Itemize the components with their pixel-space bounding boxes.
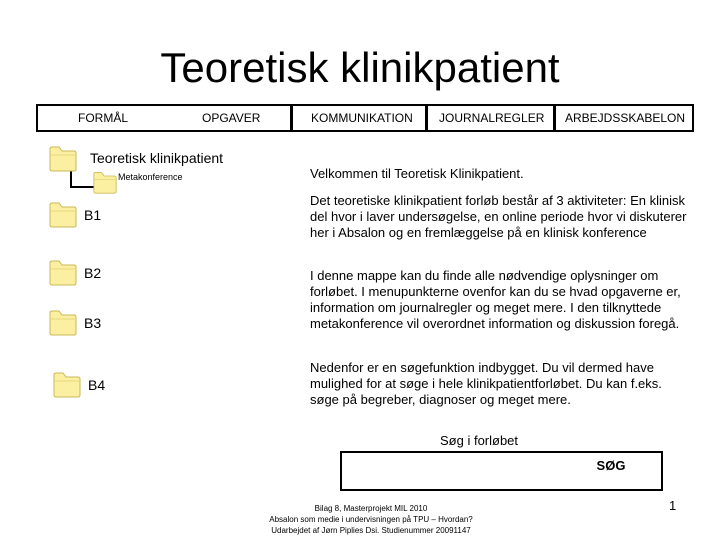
footer: [240, 503, 502, 536]
tree-item-metakonference[interactable]: Metakonference: [118, 172, 183, 182]
page-number: 1: [669, 498, 677, 513]
menu-item-opgaver[interactable]: OPGAVER: [202, 111, 261, 125]
search-info-paragraph: Nedenfor er en søgefunktion indbygget. Du vil dermed have mulighed for at søge i hele klinikpatientforløbet. Du kan f.eks. søge på begreber, diagnoser og meget mere.: [310, 360, 662, 407]
footer-line: Udarbejdet af Jørn Piplies Dsi. Studienummer 20091147: [271, 526, 471, 535]
welcome-text: Velkommen til Teoretisk Klinikpatient.: [310, 166, 524, 181]
footer-line: Bilag 8, Masterprojekt MIL 2010: [314, 504, 428, 513]
search-label: Søg i forløbet: [440, 433, 519, 448]
top-menu-bar: [36, 104, 694, 132]
tree-item-b4[interactable]: B4: [88, 377, 106, 393]
folder-icon[interactable]: [92, 170, 118, 194]
menu-separator: [553, 106, 556, 130]
menu-separator: [425, 106, 428, 130]
folder-icon[interactable]: [52, 370, 82, 398]
intro-paragraph: Det teoretiske klinikpatient forløb består af 3 aktiviteter: En klinisk del hvor i laver undersøgelse, en online periode hvor vi diskuterer her i Absalon og en fremlæggelse på en klinisk konference: [310, 193, 687, 240]
footer-line: Absalon som medie i undervisningen på TPU – Hvordan?: [269, 515, 473, 524]
folder-icon[interactable]: [48, 258, 78, 286]
menu-item-kommunikation[interactable]: KOMMUNIKATION: [311, 111, 413, 125]
tree-item-b1[interactable]: B1: [84, 207, 102, 223]
folder-icon[interactable]: [48, 308, 78, 336]
menu-item-journalregler[interactable]: JOURNALREGLER: [439, 111, 545, 125]
folder-icon[interactable]: [48, 144, 78, 172]
page-title: Teoretisk klinikpatient: [160, 44, 560, 91]
menu-separator: [290, 106, 293, 130]
tree-item-root[interactable]: Teoretisk klinikpatient: [90, 150, 224, 166]
info-paragraph: I denne mappe kan du finde alle nødvendige oplysninger om forløbet. I menupunkterne ovenfor kan du se hvad opgaverne er, information om journalregler og meget mere. I den tilknyttede metakonference vil overordnet information og diskussion foregå.: [310, 268, 681, 331]
tree-item-b3[interactable]: B3: [84, 315, 102, 331]
menu-item-arbejdsskabelon[interactable]: ARBEJDSSKABELON: [565, 111, 686, 125]
tree-item-b2[interactable]: B2: [84, 265, 102, 281]
menu-item-formal[interactable]: FORMÅL: [78, 111, 129, 125]
folder-icon[interactable]: [48, 200, 78, 228]
search-button[interactable]: SØG: [586, 453, 636, 477]
